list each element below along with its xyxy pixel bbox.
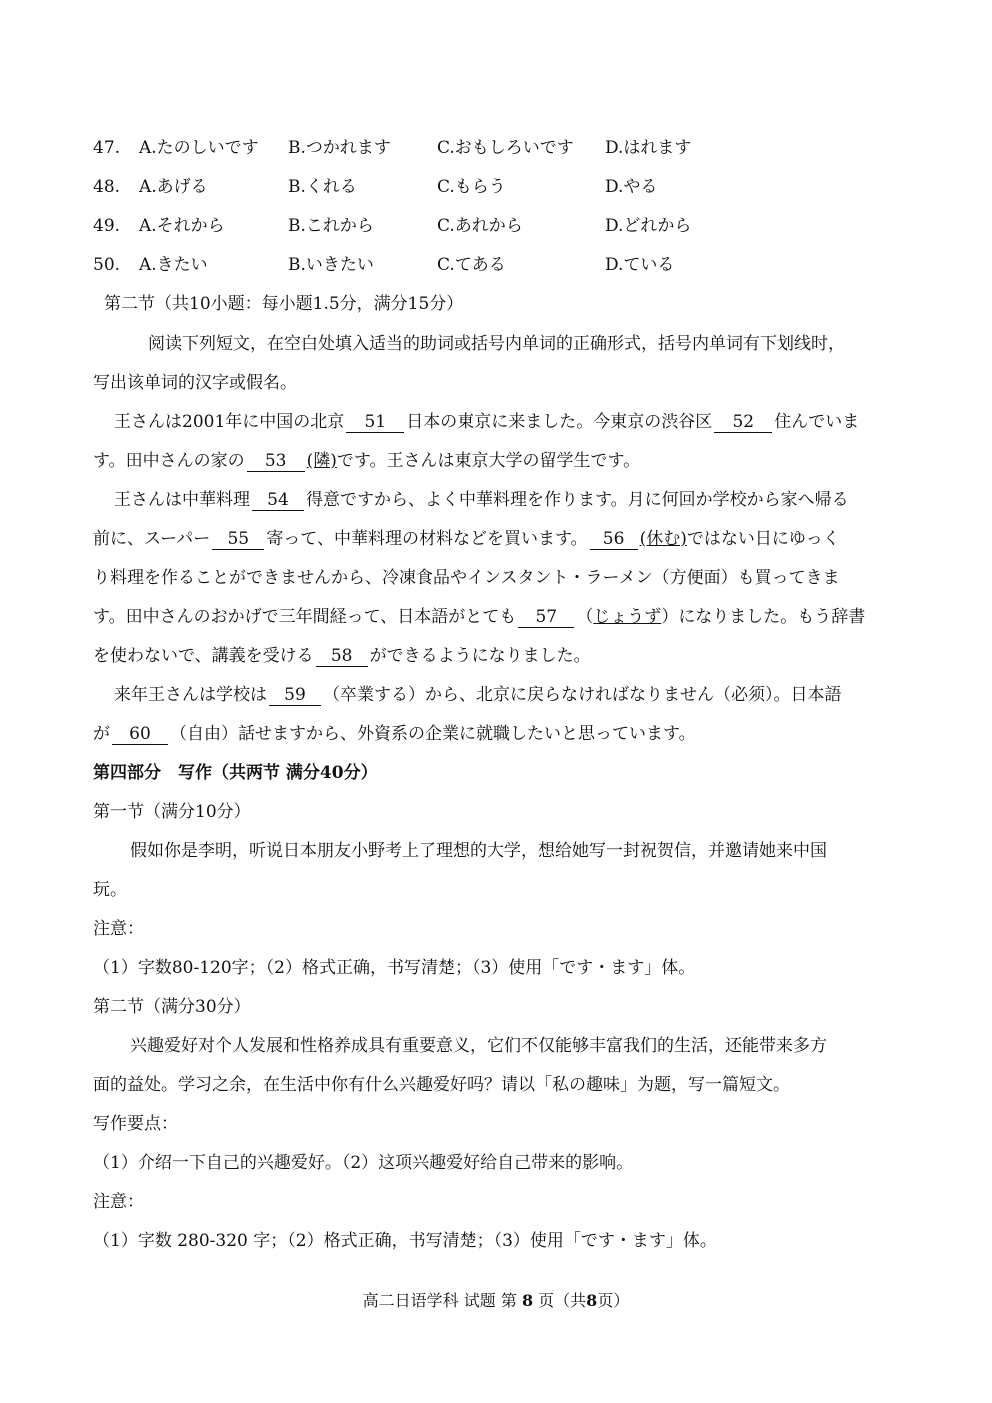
option-c: C.あれから bbox=[437, 216, 523, 236]
section1-heading: 第一节（满分10分） bbox=[93, 802, 251, 822]
section2-instruction-line2: 写出该单词的汉字或假名。 bbox=[93, 373, 297, 393]
option-a: A.あげる bbox=[139, 177, 208, 197]
option-b: B.つかれます bbox=[288, 138, 391, 158]
section2-text-line2: 面的益处。学习之余，在生活中你有什么兴趣爱好吗？请以「私の趣味」为题，写一篇短文。 bbox=[93, 1075, 790, 1095]
blank-60: 60 bbox=[112, 724, 168, 745]
blank-59: 59 bbox=[269, 685, 321, 706]
option-a: A.きたい bbox=[139, 255, 208, 275]
passage-line-5: り料理を作ることができませんから、冷凍食品やインスタント・ラーメン（方便面）も買ってきま bbox=[93, 568, 840, 588]
page-number: 8 bbox=[521, 1291, 534, 1310]
question-number: 47. bbox=[93, 138, 121, 158]
section1-note-label: 注意： bbox=[93, 919, 144, 939]
section2-heading: 第二节（共10小题：每小题1.5分，满分15分） bbox=[104, 294, 464, 314]
option-d: D.はれます bbox=[605, 138, 692, 158]
blank-58: 58 bbox=[316, 646, 368, 667]
option-d: D.どれから bbox=[605, 216, 692, 236]
page-footer: 高二日语学科 试题 第 8 页（共8页） bbox=[362, 1291, 630, 1310]
hint-word: じょうず bbox=[593, 607, 662, 627]
question-number: 50. bbox=[93, 255, 121, 275]
question-number: 48. bbox=[93, 177, 121, 197]
section2-writing-heading: 第二节（满分30分） bbox=[93, 997, 251, 1017]
passage-line-9: が 60 （自由）話せますから、外資系の企業に就職したいと思っています。 bbox=[93, 724, 696, 744]
option-b: B.くれる bbox=[288, 177, 357, 197]
writing-points-label: 写作要点： bbox=[93, 1114, 178, 1134]
section2-instruction-line1: 阅读下列短文，在空白处填入适当的助词或括号内单词的正确形式，括号内单词有下划线时， bbox=[148, 334, 845, 354]
passage-line-1: 王さんは2001年に中国の北京 51 日本の東京に来ました。今東京の渋谷区 52 住んでいま bbox=[114, 412, 860, 432]
hint-word: (隣) bbox=[306, 451, 337, 471]
passage-line-7: を使わないで、講義を受ける 58 ができるようになりました。 bbox=[93, 646, 591, 666]
section1-note: （1）字数80-120字；（2）格式正确，书写清楚；（3）使用「です・ます」体。 bbox=[93, 958, 696, 978]
option-c: C.おもしろいです bbox=[437, 138, 574, 158]
section1-text-line1: 假如你是李明，听说日本朋友小野考上了理想的大学，想给她写一封祝贺信，并邀请她来中国 bbox=[130, 841, 827, 861]
option-d: D.やる bbox=[605, 177, 658, 197]
section2-note: （1）字数 280-320 字；（2）格式正确，书写清楚；（3）使用「です・ます」体。 bbox=[93, 1231, 717, 1251]
blank-54: 54 bbox=[252, 490, 304, 511]
passage-line-4: 前に、スーパー 55 寄って、中華料理の材料などを買います。 56 (休む)ではない日にゆっく bbox=[93, 529, 840, 549]
option-c: C.てある bbox=[437, 255, 506, 275]
option-c: C.もらう bbox=[437, 177, 506, 197]
option-a: A.それから bbox=[139, 216, 225, 236]
section2-note-label: 注意： bbox=[93, 1192, 144, 1212]
option-b: B.これから bbox=[288, 216, 374, 236]
blank-55: 55 bbox=[212, 529, 264, 550]
passage-line-2: す。田中さんの家の 53 (隣)です。王さんは東京大学の留学生です。 bbox=[93, 451, 641, 471]
passage-line-8: 来年王さんは学校は 59 （卒業する）から、北京に戻らなければなりません（必须）。日本語 bbox=[114, 685, 842, 705]
page-total: 8 bbox=[586, 1291, 598, 1310]
writing-points: （1）介绍一下自己的兴趣爱好。（2）这项兴趣爱好给自己带来的影响。 bbox=[93, 1153, 634, 1173]
passage-line-3: 王さんは中華料理 54 得意ですから、よく中華料理を作ります。月に何回か学校から家へ帰る bbox=[114, 490, 849, 510]
section2-text-line1: 兴趣爱好对个人发展和性格养成具有重要意义，它们不仅能够丰富我们的生活，还能带来多方 bbox=[130, 1036, 827, 1056]
passage-line-6: す。田中さんのおかげで三年間経って、日本語がとても 57 （じょうず）になりました。もう辞書 bbox=[93, 607, 866, 627]
question-number: 49. bbox=[93, 216, 121, 236]
blank-51: 51 bbox=[346, 412, 404, 433]
blank-52: 52 bbox=[714, 412, 772, 433]
blank-53: 53 bbox=[247, 451, 305, 472]
blank-56: 56 bbox=[590, 529, 638, 550]
option-b: B.いきたい bbox=[288, 255, 374, 275]
option-a: A.たのしいです bbox=[139, 138, 259, 158]
option-d: D.ている bbox=[605, 255, 675, 275]
section1-text-line2: 玩。 bbox=[93, 880, 127, 900]
part4-heading: 第四部分 写作（共两节 满分40分） bbox=[93, 763, 378, 783]
hint-word: (休む) bbox=[639, 529, 687, 549]
blank-57: 57 bbox=[518, 607, 574, 628]
